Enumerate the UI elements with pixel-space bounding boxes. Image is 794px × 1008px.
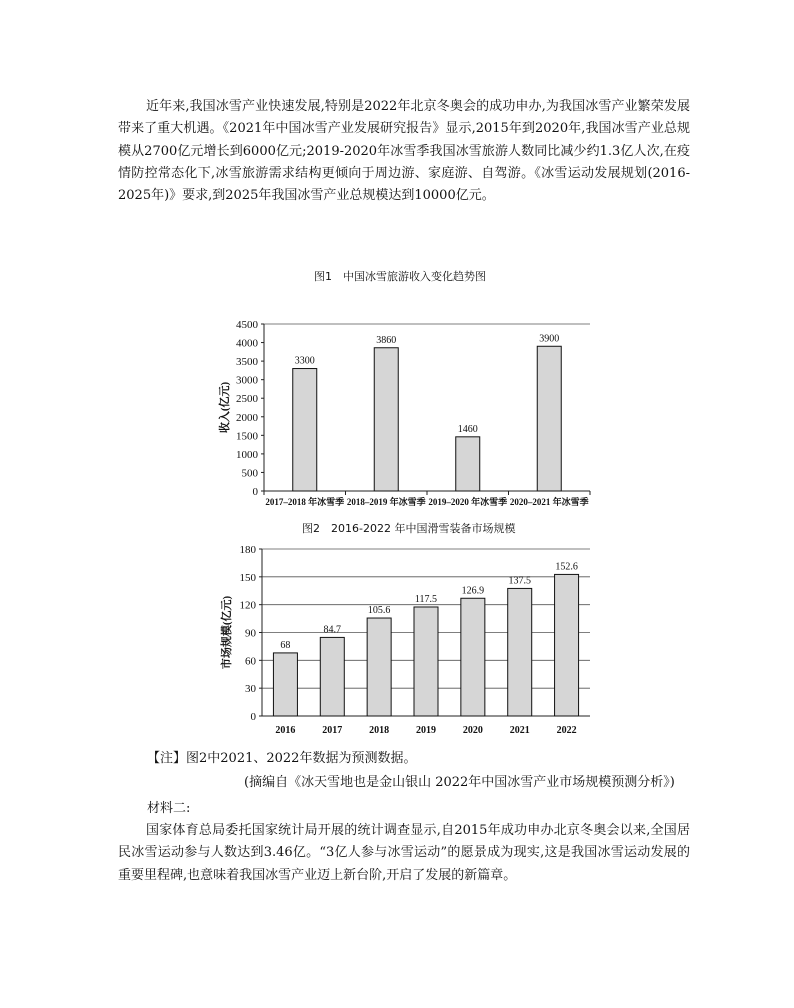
y-tick-label: 2500 [236,393,258,406]
source-citation: (摘编自《冰天雪地也是金山银山 2022年中国冰雪产业市场规模预测分析》) [244,775,675,790]
y-tick-label: 3500 [236,356,258,369]
x-tick-label: 2018 [369,725,390,736]
y-tick-label: 150 [239,571,256,584]
x-tick-label: 2016 [275,725,296,736]
data-label: 3300 [294,355,315,367]
x-tick-label: 2017 [322,725,343,736]
data-label: 137.5 [508,575,531,587]
x-tick-label: 2017–2018 年冰雪季 [265,497,345,507]
bar-2019 [414,607,438,716]
bar-2020 [461,598,485,716]
bar-2017 [320,637,344,716]
y-tick-label: 30 [245,683,256,696]
y-tick-label: 2000 [236,411,258,424]
y-tick-label: 500 [241,467,258,480]
material1-paragraph: 近年来,我国冰雪产业快速发展,特别是2022年北京冬奥会的成功申办,为我国冰雪产业繁荣发展带来了重大机遇。《2021年中国冰雪产业发展研究报告》显示,2015年到2020年,我国冰雪产业总规模从2700亿元增长到6000亿元;2019-2020年冰雪季我国冰雪旅游人数同比减少约1.3亿人次,在疫情防控常态化下,冰雪旅游需求结构更倾向于周边游、家庭游、自驾游。《冰雪运动发展规划(2016-2025年)》要求,到2025年我国冰雪产业总规模达到10000亿元。 [118,99,690,204]
material2-paragraph: 国家体育总局委托国家统计局开展的统计调查显示,自2015年成功申办北京冬奥会以来,全国居民冰雪运动参与人数达到3.46亿。“3亿人参与冰雪运动”的愿景成为现实,这是我国冰雪运动发展的重要里程碑,也意味着我国冰雪产业迈上新台阶,开启了发展的新篇章。 [118,823,690,883]
x-tick-label: 2020 [462,725,483,736]
chart2-title: 图2 2016-2022 年中国滑雪装备市场规模 [302,522,516,535]
data-label: 68 [280,639,291,651]
y-tick-label: 0 [252,486,258,498]
y-tick-label: 1000 [236,448,258,461]
y-tick-label: 180 [239,544,256,556]
y-tick-label: 60 [245,655,256,668]
y-tick-label: 1500 [236,430,258,443]
material2-label: 材料二: [147,801,191,816]
y-axis-label: 收入(亿元) [219,381,231,434]
bar-2022 [555,574,579,716]
bar-2018 [367,618,391,716]
y-tick-label: 120 [239,599,256,612]
chart-note: 【注】图2中2021、2022年数据为预测数据。 [147,751,417,766]
data-label: 117.5 [414,593,438,605]
data-label: 3860 [376,334,397,346]
x-tick-label: 2019–2020 年冰雪季 [428,497,508,507]
x-tick-label: 2018–2019 年冰雪季 [346,497,426,507]
y-tick-label: 3000 [236,374,258,387]
y-tick-label: 4000 [236,337,258,350]
y-axis-label: 市场规模(亿元) [221,595,233,670]
bar-2021 [508,588,532,716]
y-tick-label: 0 [250,711,256,723]
x-tick-label: 2021 [509,725,530,736]
data-label: 1460 [457,423,478,435]
bar-2016 [273,653,297,716]
data-label: 3900 [539,333,560,345]
y-tick-label: 90 [245,627,256,640]
data-label: 84.7 [323,624,342,636]
x-tick-label: 2019 [416,725,436,736]
data-label: 126.9 [461,585,485,597]
data-label: 105.6 [367,605,391,617]
chart1-title: 图1 中国冰雪旅游收入变化趋势图 [314,270,486,283]
data-label: 152.6 [555,561,578,573]
x-tick-label: 2022 [556,725,577,736]
x-tick-label: 2020–2021 年冰雪季 [509,497,589,507]
y-tick-label: 4500 [236,319,258,331]
